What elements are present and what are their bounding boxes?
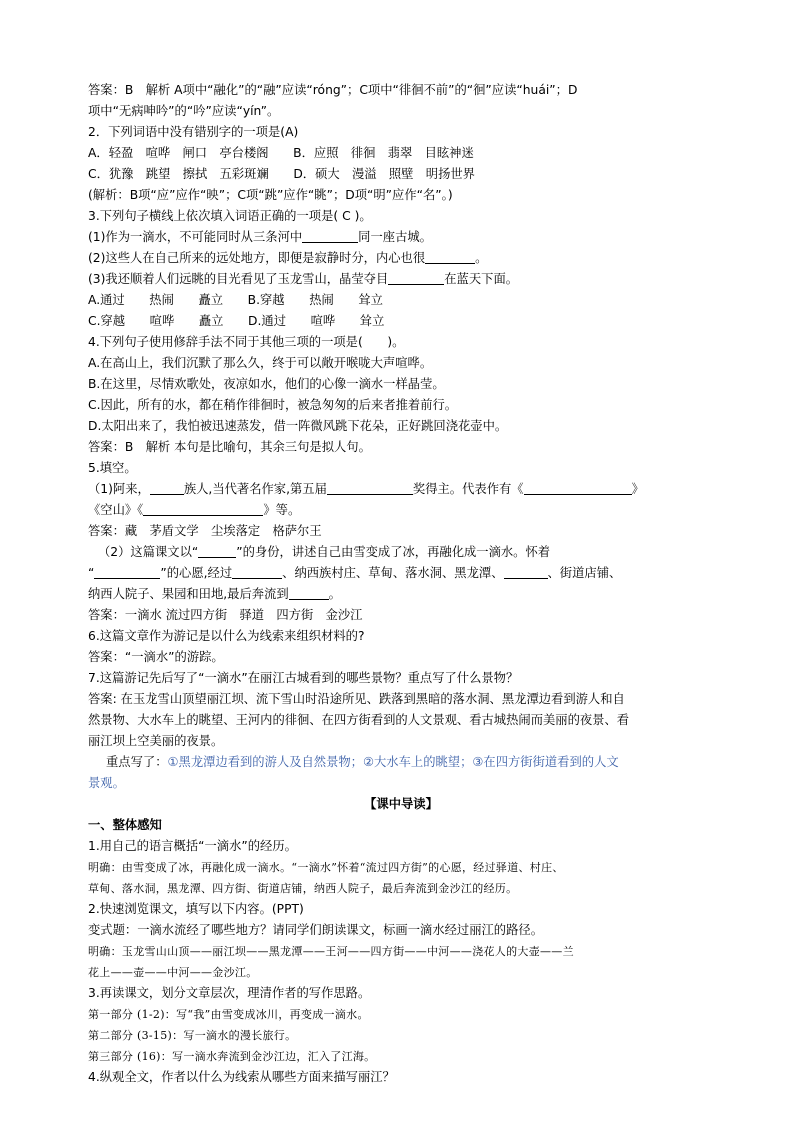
fill-line: （1)阿来， 族人,当代著名作家,第五届 奖得主。代表作有《 》 xyxy=(88,482,644,496)
option-line: A.通过 热闹 矗立 B.穿越 热闹 耸立 xyxy=(88,293,383,307)
question-3: 3.下列句子横线上依次填入词语正确的一项是( C )。 xyxy=(88,209,372,223)
answer-line: 答案：B 解析 本句是比喻句，其余三句是拟人句。 xyxy=(88,440,371,454)
explanation-line: (解析：B项“应”应作“映”；C项“跳”应作“眺”；D项“明”应作“名”。) xyxy=(88,188,453,202)
clarify-line: 花上——壶——中河——金沙江。 xyxy=(88,966,258,979)
answer-line: 答案：“一滴水”的游踪。 xyxy=(88,650,224,664)
focus-highlight: ①黑龙潭边看到的游人及自然景物；②大水车上的眺望；③在四方街街道看到的人文 xyxy=(167,755,619,769)
question-6: 6.这篇文章作为游记是以什么为线索来组织材料的? xyxy=(88,629,365,643)
fill-blank xyxy=(302,229,358,243)
part-line: 第二部分 (3-15)：写一滴水的漫长旅行。 xyxy=(88,1029,297,1042)
answer-line: 答案：B 解析 A项中“融化”的“融”应读“róng”；C项中“徘徊不前”的“徊”应读“huái”；D xyxy=(88,83,578,97)
option-line: A.在高山上，我们沉默了那么久，终于可以敞开喉咙大声喧哗。 xyxy=(88,356,433,370)
option-line: C.穿越 喧哗 矗立 D.通过 喧哗 耸立 xyxy=(88,314,385,328)
fill-blank xyxy=(150,481,184,495)
answer-line: 答案: 在玉龙雪山顶望丽江坝、流下雪山时沿途所见、跌落到黑暗的落水洞、黑龙潭边看到游人和自 xyxy=(88,692,625,706)
clarify-line: 明确：由雪变成了冰，再融化成一滴水。“一滴水”怀着“流过四方街”的心愿，经过驿道、村庄、 xyxy=(88,861,564,874)
sentence-3: (3)我还顺着人们远眺的目光看见了玉龙雪山，晶莹夺目 在蓝天下面。 xyxy=(88,272,519,286)
answer-line: 然景物、大水车上的眺望、王河内的徘徊、在四方街看到的人文景观、看古城热闹而美丽的夜景、看 xyxy=(88,713,630,727)
question-1: 1.用自己的语言概括“一滴水”的经历。 xyxy=(88,839,297,853)
option-line: C.因此，所有的水，都在稍作徘徊时，被急匆匆的后来者推着前行。 xyxy=(88,398,458,412)
part-line: 第一部分 (1-2)：写“我”由雪变成冰川，再变成一滴水。 xyxy=(88,1008,369,1021)
question-5: 5.填空。 xyxy=(88,461,137,475)
focus-line: 重点写了：①黑龙潭边看到的游人及自然景物；②大水车上的眺望；③在四方街街道看到的人文 xyxy=(106,755,619,769)
option-line: C．犹豫 跳望 擦拭 五彩斑斓 D．硕大 漫溢 照壁 明扬世界 xyxy=(88,167,475,181)
fill-line: “ ”的心愿,经过 、纳西族村庄、草甸、落水洞、黑龙潭、 、街道店铺、 xyxy=(88,566,622,580)
question-3b: 3.再读课文，划分文章层次，理清作者的写作思路。 xyxy=(88,986,371,1000)
fill-blank xyxy=(198,544,236,558)
fill-blank xyxy=(327,481,413,495)
option-line: D.太阳出来了，我怕被迅速蒸发，借一阵微风跳下花朵，正好跳回浇花壶中。 xyxy=(88,419,508,433)
clarify-line: 明确：玉龙雪山山顶——丽江坝——黑龙潭——王河——四方街——中河——浇花人的大壶——兰 xyxy=(88,945,574,958)
fill-blank xyxy=(388,271,444,285)
fill-line: 纳西人院子、果园和田地,最后奔流到 。 xyxy=(88,587,341,601)
question-4: 4.下列句子使用修辞手法不同于其他三项的一项是( )。 xyxy=(88,335,405,349)
clarify-line: 草甸、落水洞，黑龙潭、四方街、街道店铺，纳西人院子，最后奔流到金沙江的经历。 xyxy=(88,882,518,895)
fill-blank xyxy=(232,565,282,579)
part-line: 第三部分 (16)：写一滴水奔流到金沙江边，汇入了江海。 xyxy=(88,1050,376,1063)
answer-line: 丽江坝上空美丽的夜景。 xyxy=(88,734,224,748)
answer-line: 答案：藏 茅盾文学 尘埃落定 格萨尔王 xyxy=(88,524,322,538)
fill-blank xyxy=(143,502,263,516)
fill-blank xyxy=(94,565,160,579)
question-7: 7.这篇游记先后写了“一滴水”在丽江古城看到的哪些景物？重点写了什么景物？ xyxy=(88,671,519,685)
sentence-2: (2)这些人在自己所来的远处地方，即便是寂静时分，内心也很 。 xyxy=(88,251,488,265)
question-2: 2．下列词语中没有错别字的一项是(A) xyxy=(88,125,299,139)
subsection-heading: 一、整体感知 xyxy=(88,818,162,832)
fill-blank xyxy=(425,250,475,264)
answer-line: 答案：一滴水 流过四方街 驿道 四方街 金沙江 xyxy=(88,608,363,622)
fill-line: （2）这篇课文以“ ”的身份，讲述自己由雪变成了冰，再融化成一滴水。怀着 xyxy=(98,545,551,559)
fill-blank xyxy=(504,565,548,579)
document-page xyxy=(88,80,714,1088)
focus-line: 景观。 xyxy=(88,776,125,790)
variant-question: 变式题：一滴水流经了哪些地方？请同学们朗读课文，标画一滴水经过丽江的路径。 xyxy=(88,923,543,937)
fill-line: 《空山》《 》等。 xyxy=(88,503,301,517)
option-line: A．轻盈 喧哗 闸口 亭台楼阁 B．应照 徘徊 翡翠 目眩神迷 xyxy=(88,146,474,160)
fill-blank xyxy=(289,586,329,600)
option-line: B.在这里，尽情欢歌处，夜凉如水，他们的心像一滴水一样晶莹。 xyxy=(88,377,445,391)
question-4b: 4.纵观全文，作者以什么为线索从哪些方面来描写丽江？ xyxy=(88,1070,395,1084)
section-heading: 【课中导读】 xyxy=(364,797,438,811)
answer-line: 项中“无病呻吟”的“吟”应读“yín”。 xyxy=(88,104,280,118)
fill-blank xyxy=(524,481,632,495)
sentence-1: (1)作为一滴水，不可能同时从三条河中 同一座古城。 xyxy=(88,230,432,244)
question-2b: 2.快速浏览课文，填写以下内容。(PPT) xyxy=(88,902,304,916)
